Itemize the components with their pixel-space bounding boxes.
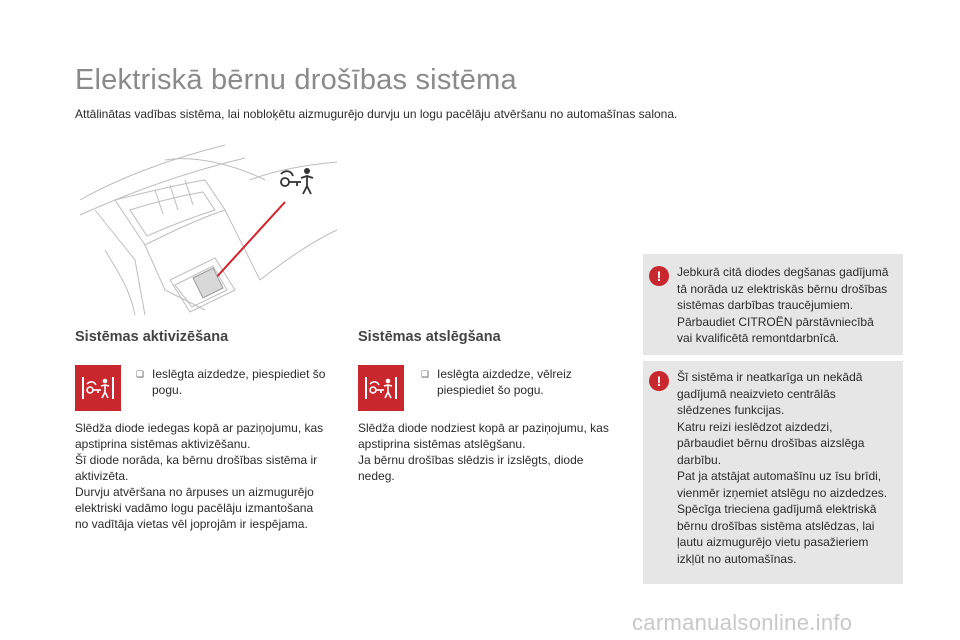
warning-line: gadījumā neaizvieto centrālās	[677, 386, 836, 401]
warning-line: bērnu drošības sistēma atslēdzas, lai	[677, 518, 875, 533]
warning-line: Spēcīga trieciena gadījumā elektriskā	[677, 502, 877, 516]
child-lock-icon	[364, 373, 398, 403]
paragraph-line: no vadītāja vietas vēl joprojām ir iespējama.	[75, 517, 308, 531]
page-title: Elektriskā bērnu drošības sistēma	[75, 64, 517, 96]
warning-line: Pārbaudiet CITROËN pārstāvniecībā	[677, 314, 874, 329]
intro-text: Attālinātas vadības sistēma, lai nobloķētu aizmugurējo durvju un logu pacēlāju atvēršanu no automašīnas salona.	[75, 107, 678, 121]
deactivation-paragraph	[358, 420, 609, 484]
warning-line: Pat ja atstājat automašīnu uz īsu brīdi,	[677, 469, 882, 483]
door-panel-illustration	[75, 140, 340, 320]
paragraph-line: Ja bērnu drošības slēdzis ir izslēgts, diode	[358, 453, 584, 467]
warning-line: slēdzenes funkcijas.	[677, 403, 785, 417]
warning-line: darbību.	[677, 452, 722, 467]
warning-line: Jebkurā citā diodes degšanas gadījumā	[677, 265, 889, 279]
warning-box-malfunction	[643, 254, 903, 355]
paragraph-line: nedeg.	[358, 469, 395, 483]
warning-box-independent	[643, 361, 903, 584]
warning-text	[677, 264, 888, 347]
activation-bullet	[136, 366, 342, 398]
paragraph-line: Slēdža diode nodziest kopā ar paziņojumu, kas	[358, 421, 609, 435]
warning-exclamation-icon: !	[649, 371, 669, 391]
bullet-marker-icon: ❏	[136, 369, 145, 379]
bullet-line: pogu.	[152, 383, 183, 397]
paragraph-line: elektriski vadāmo logu pacēlāju izmantošana	[75, 501, 314, 515]
paragraph-line: apstiprina sistēmas atslēgšanu.	[358, 437, 526, 451]
warning-line: pārbaudiet bērnu drošības aizslēga	[677, 436, 865, 450]
child-lock-icon	[281, 168, 313, 194]
warning-line: vienmēr izņemiet atslēgu no aizdedzes.	[677, 485, 888, 500]
warning-line: vai kvalificētā remontdarbnīcā.	[677, 331, 840, 345]
section-title-activation: Sistēmas aktivizēšana	[75, 329, 229, 345]
warning-line: tā norāda uz elektriskās bērnu drošības	[677, 281, 888, 296]
child-lock-button-activate	[75, 365, 121, 411]
warning-exclamation-icon: !	[649, 266, 669, 286]
bullet-line: Ieslēgta aizdedze, piespiediet šo	[152, 367, 326, 381]
activation-paragraph	[75, 420, 323, 532]
warning-text	[677, 369, 887, 567]
warning-line: izkļūt no automašīnas.	[677, 551, 797, 566]
paragraph-line: Durvju atvēršana no ārpuses un aizmugurējo	[75, 485, 314, 499]
child-lock-icon	[81, 373, 115, 403]
warning-line: Katru reizi ieslēdzot aizdedzi,	[677, 419, 833, 434]
watermark[interactable]: carmanualsonline.info	[632, 610, 853, 635]
section-title-deactivation: Sistēmas atslēgšana	[358, 329, 501, 345]
bullet-line: piespiediet šo pogu.	[437, 383, 544, 397]
paragraph-line: Slēdža diode iedegas kopā ar paziņojumu, kas	[75, 421, 324, 435]
paragraph-line: Šī diode norāda, ka bērnu drošības sistēma ir	[75, 453, 318, 467]
paragraph-line: apstiprina sistēmas aktivizēšanu.	[75, 437, 251, 451]
paragraph-line: aktivizēta.	[75, 469, 129, 483]
warning-line: sistēmas darbības traucējumiem.	[677, 298, 854, 312]
warning-line: ļautu aizmugurējo vietu pasažieriem	[677, 535, 869, 549]
bullet-line: Ieslēgta aizdedze, vēlreiz	[437, 367, 572, 381]
warning-line: Šī sistēma ir neatkarīga un nekādā	[677, 370, 863, 384]
bullet-marker-icon: ❏	[421, 369, 430, 379]
child-lock-button-deactivate	[358, 365, 404, 411]
deactivation-bullet	[421, 366, 627, 398]
